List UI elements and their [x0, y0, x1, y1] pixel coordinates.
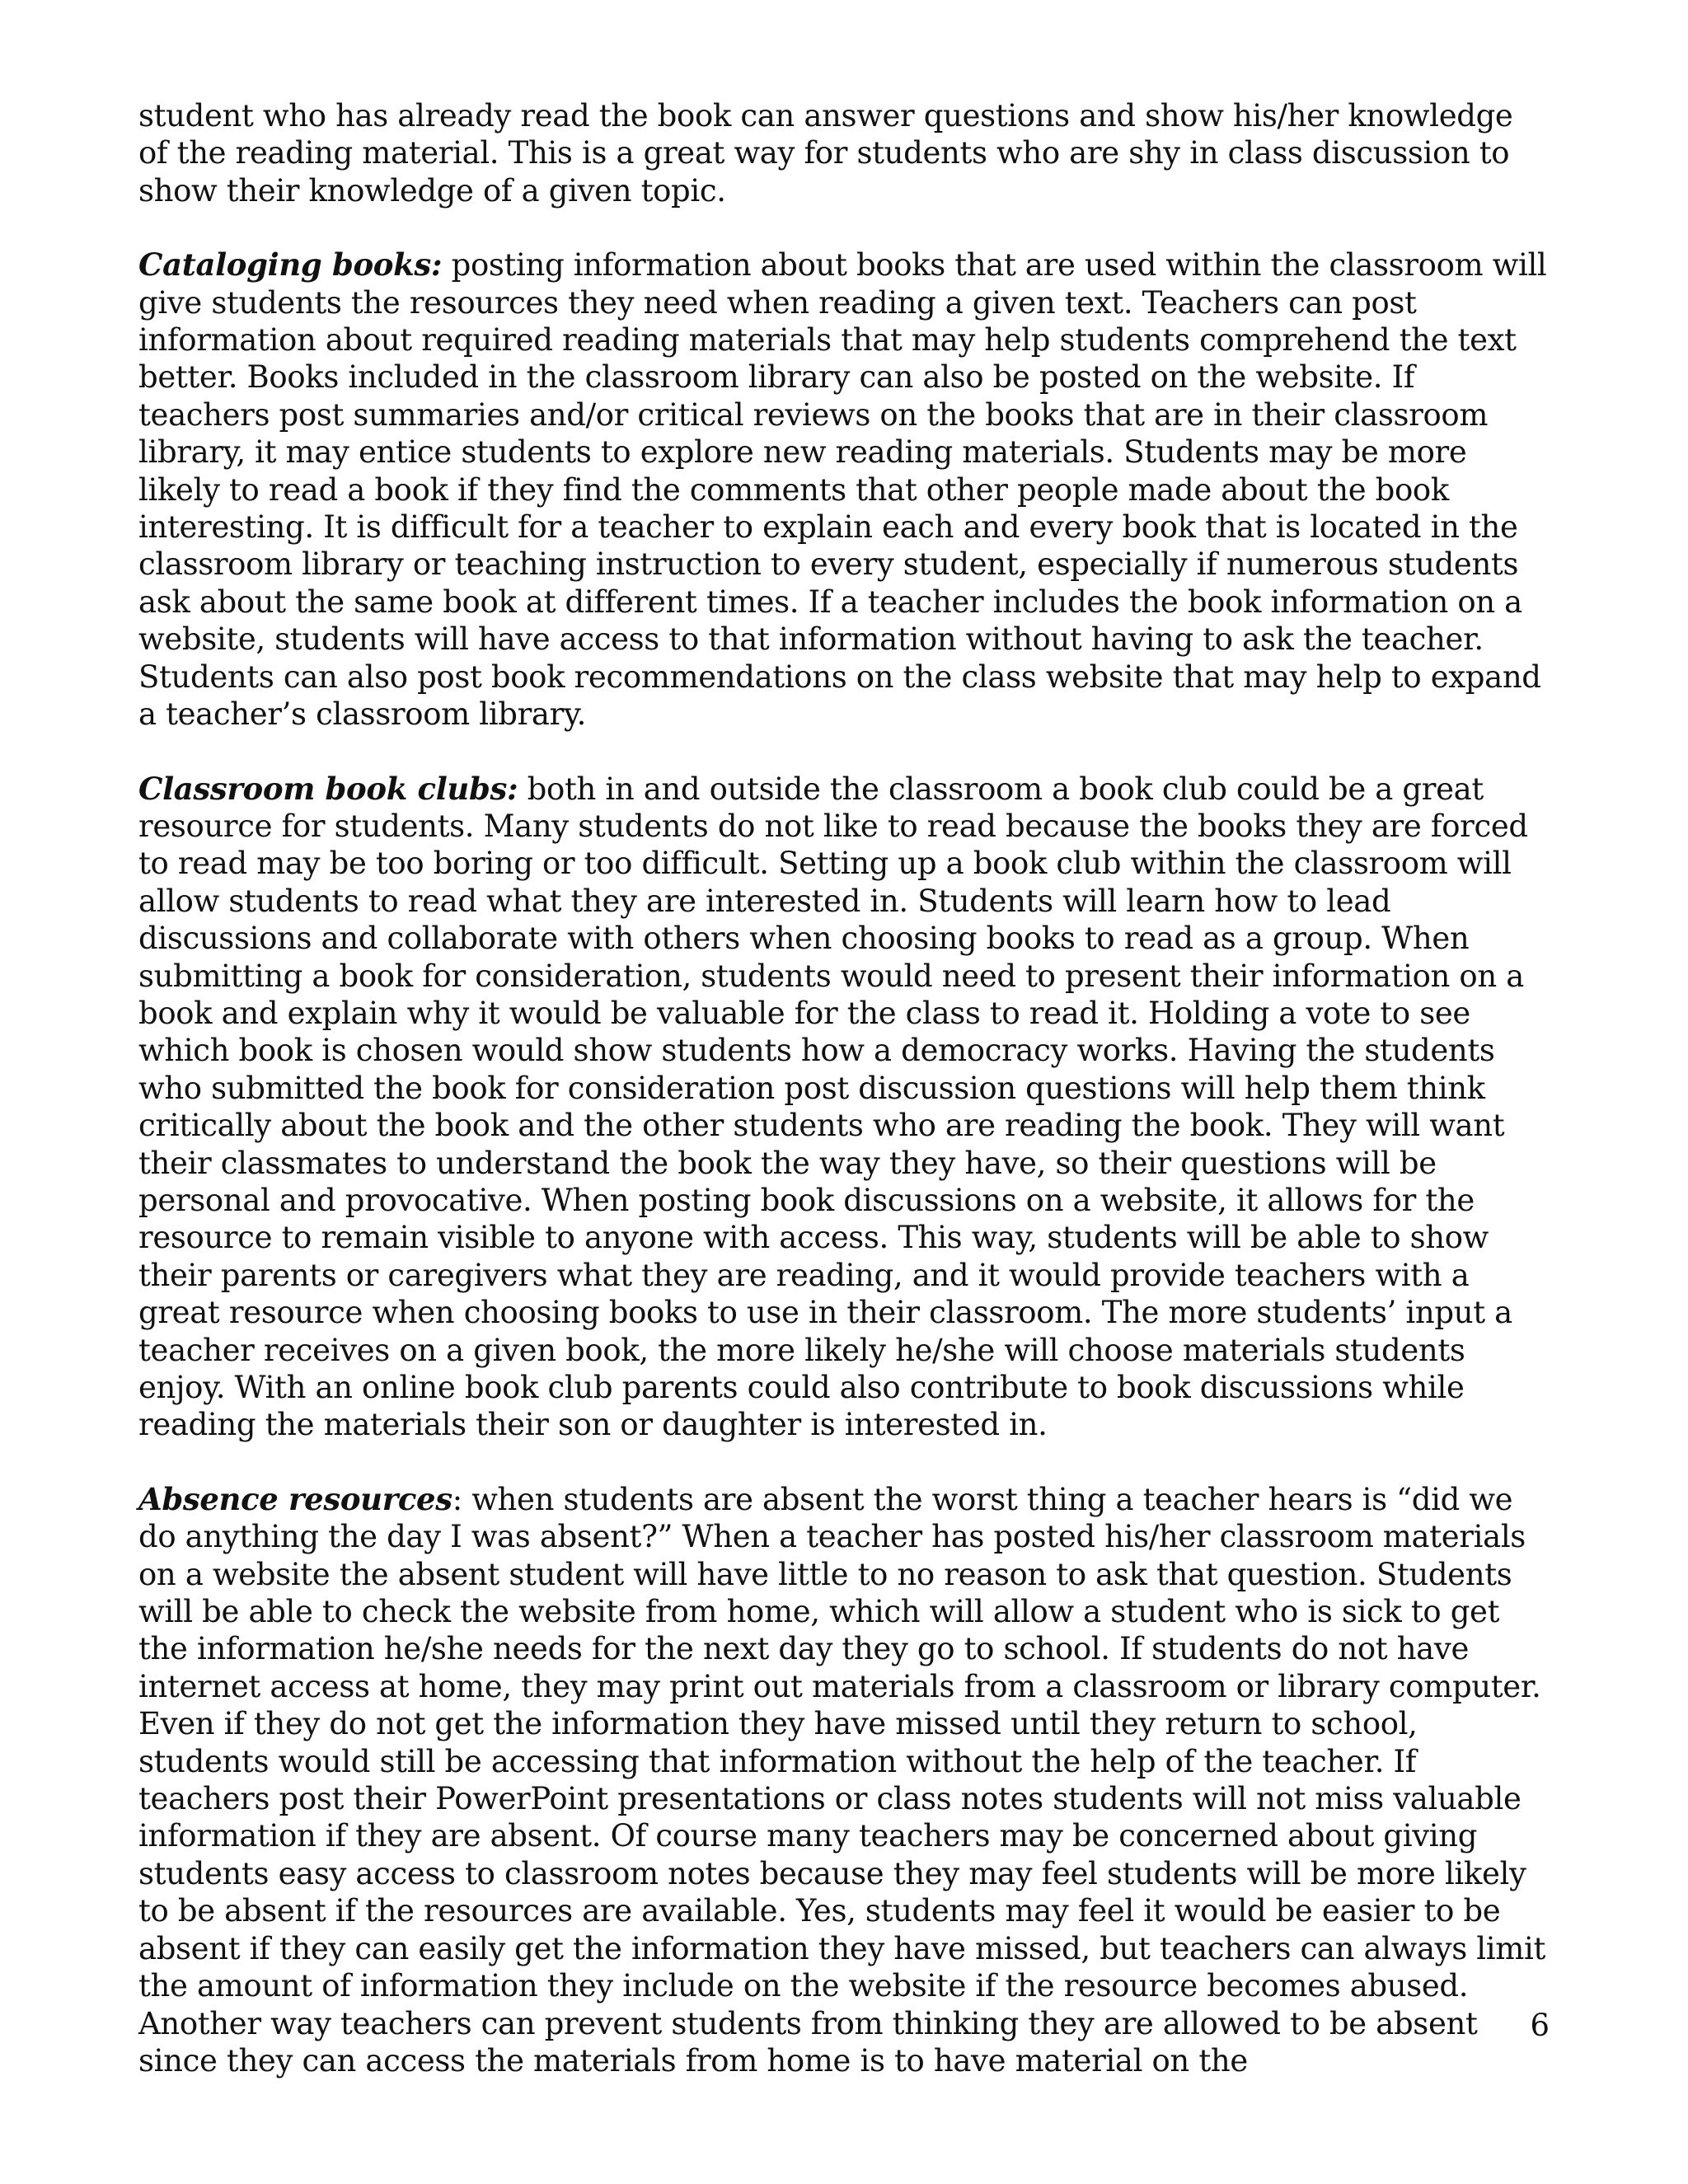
paragraph-cataloging-books — [138, 246, 1550, 733]
paragraph-classroom-book-clubs — [138, 771, 1550, 1444]
paragraph-absence-resources — [138, 1481, 1550, 2080]
paragraph-continuation — [138, 97, 1550, 209]
paragraph-term: Absence resources — [138, 1480, 452, 1517]
paragraph-text: student who has already read the book can answer questions and show his/her knowledge of the reading material. This is a great way for students who are shy in class discussion to show their knowledge of a given topic. — [138, 98, 1513, 209]
paragraph-text: : when students are absent the worst thing a teacher hears is “did we do anything the day I was absent?” When a teacher has posted his/her classroom materials on a website the absent student will have little to no reason to ask that question. Students will be able to check the website from home, which will allow a student who is sick to get the information he/she needs for the next day they go to school. If students do not have internet access at home, they may print out materials from a classroom or library computer. Even if they do not get the information they have missed until they return to school, students would still be accessing that information without the help of the teacher. If teachers post their PowerPoint presentations or class notes students will not miss valuable information if they are absent. Of course many teachers may be concerned about giving students easy access to classroom notes because they may feel students will be more likely to be absent if the resources are available. Yes, students may feel it would be easier to be absent if they can easily get the information they have missed, but teachers can always limit the amount of information they include on the website if the resource becomes abused. Another way teachers can prevent students from thinking they are allowed to be absent since they can access the materials from home is to have material on the — [138, 1481, 1545, 2079]
page-number: 6 — [1530, 2008, 1550, 2043]
paragraph-text: both in and outside the classroom a book club could be a great resource for students. Many students do not like to read because the books they are forced to read may be too boring or too difficult. Setting up a book club within the classroom will allow students to read what they are interested in. Students will learn how to lead discussions and collaborate with others when choosing books to read as a group. When submitting a book for consideration, students would need to present their information on a book and explain why it would be valuable for the class to read it. Holding a vote to see which book is chosen would show students how a democracy works. Having the students who submitted the book for consideration post discussion questions will help them think critically about the book and the other students who are reading the book. They will want their classmates to understand the book the way they have, so their questions will be personal and provocative. When posting book discussions on a website, it allows for the resource to remain visible to anyone with access. This way, students will be able to show their parents or caregivers what they are reading, and it would provide teachers with a great resource when choosing books to use in their classroom. The more students’ input a teacher receives on a given book, the more likely he/she will choose materials students enjoy. With an online book club parents could also contribute to book discussions while reading the materials their son or daughter is interested in. — [138, 771, 1528, 1443]
paragraph-term: Cataloging books: — [138, 246, 443, 284]
paragraph-term: Classroom book clubs: — [138, 770, 518, 807]
paragraph-text: posting information about books that are used within the classroom will give students the resources they need when reading a given text. Teachers can post information about required reading materials that may help students comprehend the text better. Books included in the classroom library can also be posted on the website. If teachers post summaries and/or critical reviews on the books that are in their classroom library, it may entice students to explore new reading materials. Students may be more likely to read a book if they find the comments that other people made about the book interesting. It is difficult for a teacher to explain each and every book that is located in the classroom library or teaching instruction to every student, especially if numerous students ask about the same book at different times. If a teacher includes the book information on a website, students will have access to that information without having to ask the teacher. Students can also post book recommendations on the class website that may help to expand a teacher’s classroom library. — [138, 247, 1547, 733]
document-body — [138, 97, 1550, 2079]
